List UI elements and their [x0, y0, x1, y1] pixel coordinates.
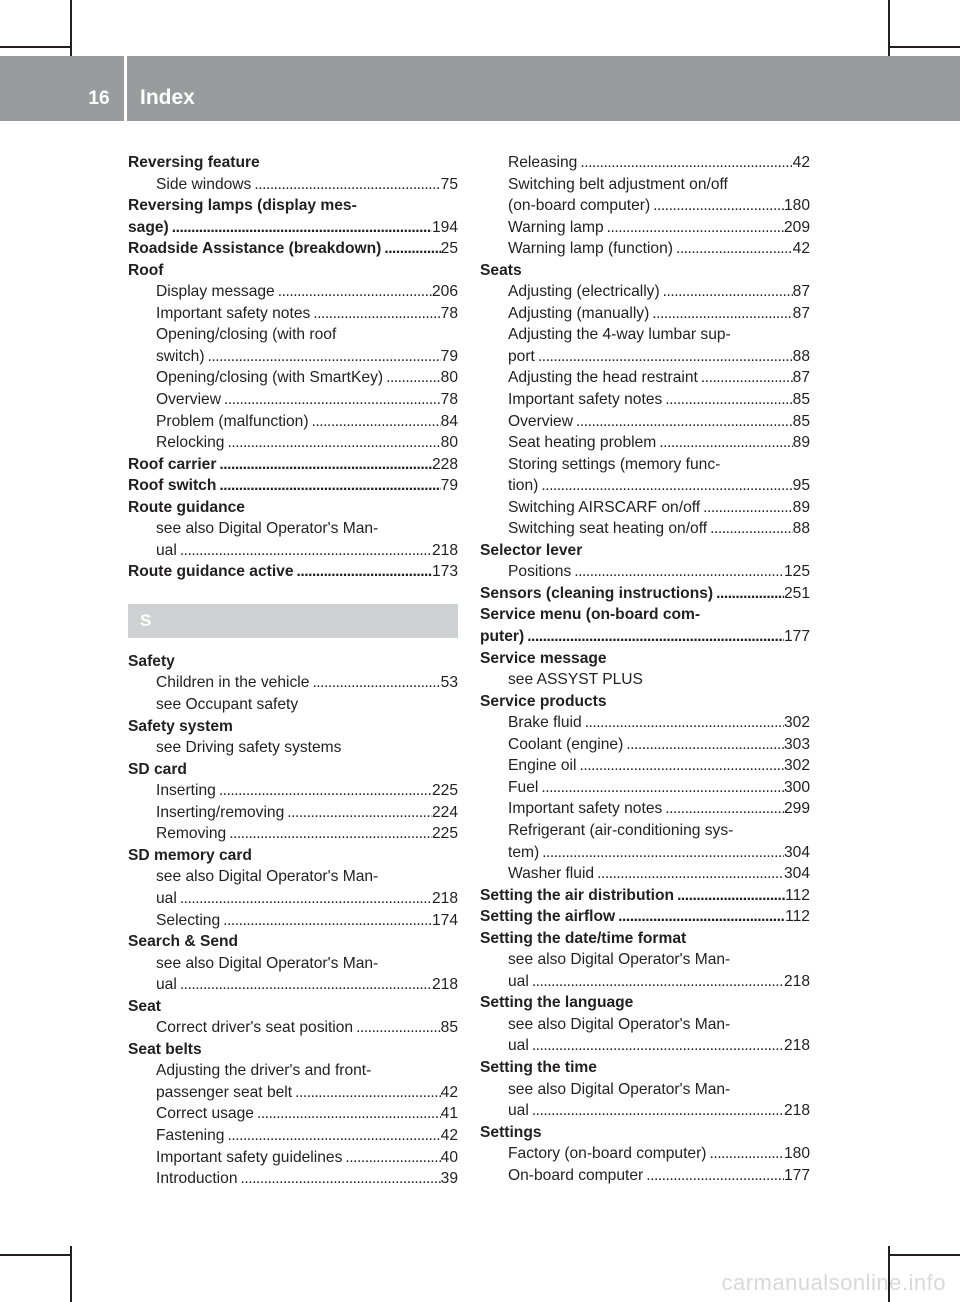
- index-heading[interactable]: [128, 475, 458, 497]
- page-reference[interactable]: 80: [440, 369, 458, 387]
- index-subentry[interactable]: Opening/closing (with roof: [156, 326, 337, 344]
- index-subentry[interactable]: [480, 777, 810, 799]
- page-reference[interactable]: 228: [431, 455, 458, 473]
- page-reference[interactable]: 42: [440, 1083, 458, 1101]
- dot-leader: [292, 1082, 441, 1104]
- page-reference[interactable]: 206: [431, 283, 458, 301]
- entry-label: port: [508, 347, 535, 365]
- entry-label: Overview: [508, 412, 573, 430]
- dot-leader: [309, 672, 440, 694]
- page-reference[interactable]: 304: [783, 843, 810, 861]
- dot-leader: [573, 411, 793, 433]
- index-subentry[interactable]: [480, 389, 810, 411]
- entry-label: Important safety notes: [508, 800, 663, 818]
- index-heading[interactable]: Search & Send: [128, 933, 239, 951]
- index-heading[interactable]: Reversing feature: [128, 154, 260, 171]
- index-subentry[interactable]: [128, 1103, 458, 1125]
- index-subentry[interactable]: [128, 974, 458, 996]
- index-subentry[interactable]: [480, 561, 810, 583]
- dot-leader: [643, 1165, 784, 1187]
- page-reference[interactable]: 95: [792, 477, 810, 495]
- dot-leader: [529, 1035, 784, 1057]
- entry-label: Correct usage: [156, 1105, 254, 1123]
- dot-leader: [713, 583, 784, 605]
- dot-leader: [224, 432, 440, 454]
- dot-leader: [539, 842, 784, 864]
- dot-leader: [524, 626, 784, 648]
- index-subentry[interactable]: [128, 1125, 458, 1147]
- entry-label: Brake fluid: [508, 714, 582, 732]
- entry-label: Positions: [508, 563, 572, 581]
- entry-label: Important safety notes: [508, 391, 663, 409]
- dot-leader: [529, 1100, 784, 1122]
- index-subentry[interactable]: [480, 971, 810, 993]
- page-reference[interactable]: 79: [440, 477, 458, 495]
- page-reference[interactable]: 88: [792, 347, 810, 365]
- dot-leader: [254, 1103, 441, 1125]
- dot-leader: [674, 885, 785, 907]
- entry-label: tion): [508, 477, 539, 495]
- index-subentry[interactable]: [128, 411, 458, 433]
- page-title: Index: [140, 86, 195, 109]
- index-subentry[interactable]: [480, 367, 810, 389]
- index-subentry[interactable]: [480, 1165, 810, 1187]
- dot-leader: [594, 863, 784, 885]
- dot-leader: [284, 802, 432, 824]
- page-reference[interactable]: 79: [440, 347, 458, 365]
- dot-leader: [623, 734, 784, 756]
- index-heading[interactable]: [480, 583, 810, 605]
- dot-leader: [538, 475, 792, 497]
- index-subentry[interactable]: [480, 712, 810, 734]
- index-subentry[interactable]: [480, 411, 810, 433]
- dot-leader: [226, 823, 432, 845]
- dot-leader: [577, 755, 784, 777]
- entry-label: Inserting: [156, 782, 216, 800]
- index-heading[interactable]: Route guidance: [128, 498, 245, 516]
- entry-label: Seat heating problem: [508, 434, 657, 452]
- index-heading[interactable]: SD memory card: [128, 846, 252, 864]
- page-reference[interactable]: 42: [792, 240, 810, 258]
- dot-leader: [660, 281, 793, 303]
- entry-label: Warning lamp (function): [508, 240, 673, 258]
- index-subentry[interactable]: Adjusting the 4-way lumbar sup-: [508, 326, 731, 344]
- index-heading[interactable]: Roof: [128, 261, 164, 279]
- page-reference[interactable]: 112: [785, 886, 810, 904]
- entry-label: Roof switch: [128, 477, 217, 495]
- page-reference[interactable]: 177: [783, 1166, 810, 1184]
- dot-leader: [221, 389, 441, 411]
- index-subentry[interactable]: [480, 195, 810, 217]
- entry-label: Adjusting (electrically): [508, 283, 660, 301]
- page-reference[interactable]: 304: [783, 865, 810, 883]
- entry-label: Sensors (cleaning instructions): [480, 584, 714, 602]
- page-reference[interactable]: 209: [783, 218, 810, 236]
- page-reference[interactable]: 177: [783, 628, 810, 646]
- index-heading[interactable]: Seat belts: [128, 1040, 202, 1058]
- index-subentry[interactable]: see also Digital Operator's Man-: [508, 1080, 731, 1098]
- dot-leader: [310, 303, 440, 325]
- page-reference[interactable]: 25: [440, 240, 458, 258]
- index-heading[interactable]: Seat: [128, 997, 161, 1015]
- page-reference[interactable]: 251: [783, 584, 810, 602]
- page-reference[interactable]: 85: [792, 412, 810, 430]
- index-subentry[interactable]: see also Digital Operator's Man-: [508, 951, 731, 969]
- page-reference[interactable]: 194: [431, 218, 458, 236]
- entry-label: Switching AIRSCARF on/off: [508, 498, 701, 516]
- index-heading[interactable]: [480, 626, 810, 648]
- dot-leader: [698, 367, 793, 389]
- page-reference[interactable]: 218: [431, 889, 458, 907]
- dot-leader: [251, 174, 440, 196]
- index-subentry[interactable]: [480, 755, 810, 777]
- dot-leader: [216, 454, 432, 476]
- crop-mark: [0, 46, 72, 48]
- dot-leader: [662, 389, 792, 411]
- page-reference[interactable]: 224: [431, 803, 458, 821]
- entry-label: ual: [156, 889, 177, 907]
- index-heading[interactable]: Setting the time: [480, 1058, 597, 1076]
- index-heading[interactable]: Seats: [480, 261, 522, 279]
- page-reference[interactable]: 80: [440, 434, 458, 452]
- index-subentry[interactable]: [480, 842, 810, 864]
- section-header: [128, 604, 458, 638]
- index-subentry[interactable]: [128, 1147, 458, 1169]
- page-reference[interactable]: 85: [440, 1019, 458, 1037]
- index-subentry[interactable]: Adjusting the driver's and front-: [156, 1062, 372, 1080]
- page-reference[interactable]: 85: [792, 391, 810, 409]
- page-reference[interactable]: 39: [440, 1170, 458, 1188]
- dot-leader: [177, 974, 432, 996]
- header-separator: [124, 56, 127, 121]
- entry-label: (on-board computer): [508, 197, 651, 215]
- dot-leader: [649, 303, 792, 325]
- index-subentry[interactable]: see also Digital Operator's Man-: [156, 520, 379, 538]
- entry-label: Setting the air distribution: [480, 886, 675, 904]
- index-subentry[interactable]: [480, 152, 810, 174]
- page-reference[interactable]: 300: [783, 778, 810, 796]
- dot-leader: [238, 1168, 441, 1190]
- page-number: 16: [88, 88, 110, 109]
- dot-leader: [169, 217, 432, 239]
- index-subentry[interactable]: [128, 346, 458, 368]
- dot-leader: [673, 238, 793, 260]
- crop-mark: [0, 1254, 72, 1256]
- page-reference[interactable]: 173: [431, 563, 458, 581]
- index-subentry[interactable]: [480, 798, 810, 820]
- page-reference[interactable]: 299: [783, 800, 810, 818]
- dot-leader: [650, 195, 784, 217]
- entry-label: switch): [156, 347, 205, 365]
- index-subentry[interactable]: [480, 518, 810, 540]
- dot-leader: [216, 780, 432, 802]
- index-subentry[interactable]: [128, 281, 458, 303]
- entry-label: sage): [128, 218, 169, 236]
- index-subentry[interactable]: see ASSYST PLUS: [508, 671, 643, 689]
- entry-label: Inserting/removing: [156, 803, 285, 821]
- page-reference[interactable]: 218: [783, 972, 810, 990]
- entry-label: Introduction: [156, 1170, 238, 1188]
- entry-label: Factory (on-board computer): [508, 1145, 707, 1163]
- page-reference[interactable]: 303: [783, 735, 810, 753]
- page-reference[interactable]: 125: [783, 563, 810, 581]
- page-reference[interactable]: 302: [783, 714, 810, 732]
- entry-label: passenger seat belt: [156, 1083, 293, 1101]
- page-reference[interactable]: 225: [431, 825, 458, 843]
- entry-label: Selecting: [156, 911, 221, 929]
- page-reference[interactable]: 40: [440, 1148, 458, 1166]
- index-subentry[interactable]: see also Digital Operator's Man-: [156, 954, 379, 972]
- dot-leader: [571, 561, 784, 583]
- page-reference[interactable]: 218: [431, 541, 458, 559]
- dot-leader: [656, 432, 792, 454]
- dot-leader: [177, 888, 432, 910]
- index-subentry[interactable]: [128, 389, 458, 411]
- index-subentry[interactable]: [128, 1082, 458, 1104]
- page-reference[interactable]: 87: [792, 304, 810, 322]
- dot-leader: [706, 1143, 784, 1165]
- entry-label: Fuel: [508, 778, 539, 796]
- entry-label: Relocking: [156, 434, 225, 452]
- index-subentry[interactable]: [128, 910, 458, 932]
- page-reference[interactable]: 174: [431, 911, 458, 929]
- index-heading[interactable]: Service menu (on-board com-: [480, 606, 701, 624]
- page-reference[interactable]: 180: [783, 197, 810, 215]
- index-subentry[interactable]: [128, 1168, 458, 1190]
- index-subentry[interactable]: [480, 863, 810, 885]
- dot-leader: [604, 217, 784, 239]
- entry-label: ual: [156, 541, 177, 559]
- crop-mark: [888, 46, 960, 48]
- entry-label: Warning lamp: [508, 218, 604, 236]
- dot-leader: [294, 561, 432, 583]
- dot-leader: [220, 910, 432, 932]
- entry-label: tem): [508, 843, 540, 861]
- page-reference[interactable]: 78: [440, 304, 458, 322]
- entry-label: puter): [480, 628, 525, 646]
- entry-label: Removing: [156, 825, 227, 843]
- index-subentry[interactable]: Storing settings (memory func-: [508, 455, 721, 473]
- entry-label: Overview: [156, 391, 221, 409]
- dot-leader: [662, 798, 784, 820]
- index-subentry[interactable]: [128, 802, 458, 824]
- index-heading[interactable]: [128, 238, 458, 260]
- page-reference[interactable]: 302: [783, 757, 810, 775]
- entry-label: Adjusting the head restraint: [508, 369, 698, 387]
- entry-label: Children in the vehicle: [156, 674, 310, 692]
- index-heading[interactable]: Service products: [480, 692, 607, 710]
- index-group-s-continued: [480, 152, 810, 1186]
- index-subentry[interactable]: see Occupant safety: [156, 696, 299, 714]
- dot-leader: [177, 540, 432, 562]
- index-column-left: [128, 152, 458, 1190]
- index-subentry[interactable]: [128, 672, 458, 694]
- entry-label: Correct driver's seat position: [156, 1019, 354, 1037]
- dot-leader: [577, 152, 792, 174]
- index-subentry[interactable]: Refrigerant (air-conditioning sys-: [508, 821, 734, 839]
- entry-label: Side windows: [156, 175, 252, 193]
- dot-leader: [275, 281, 432, 303]
- page-reference[interactable]: 41: [440, 1105, 458, 1123]
- entry-label: Engine oil: [508, 757, 577, 775]
- entry-label: On-board computer: [508, 1166, 644, 1184]
- dot-leader: [205, 346, 441, 368]
- index-subentry[interactable]: [480, 1035, 810, 1057]
- dot-leader: [353, 1017, 441, 1039]
- index-subentry[interactable]: [480, 346, 810, 368]
- index-subentry[interactable]: [480, 475, 810, 497]
- index-subentry[interactable]: [480, 432, 810, 454]
- index-heading[interactable]: Service message: [480, 649, 607, 667]
- dot-leader: [538, 777, 784, 799]
- dot-leader: [707, 518, 793, 540]
- index-subentry[interactable]: [480, 303, 810, 325]
- page-reference[interactable]: 89: [792, 434, 810, 452]
- index-subentry[interactable]: [128, 303, 458, 325]
- page-reference[interactable]: 89: [792, 498, 810, 516]
- dot-leader: [216, 475, 440, 497]
- entry-label: Roadside Assistance (breakdown): [128, 240, 382, 258]
- index-heading[interactable]: Selector lever: [480, 541, 583, 559]
- index-subentry[interactable]: [128, 888, 458, 910]
- entry-label: Problem (malfunction): [156, 412, 309, 430]
- page-reference[interactable]: 88: [792, 520, 810, 538]
- page-reference[interactable]: 75: [440, 175, 458, 193]
- page-reference[interactable]: 218: [783, 1037, 810, 1055]
- page-reference[interactable]: 53: [440, 674, 458, 692]
- page-reference[interactable]: 112: [785, 908, 810, 926]
- index-subentry[interactable]: [128, 1017, 458, 1039]
- index-subentry[interactable]: [128, 780, 458, 802]
- dot-leader: [342, 1147, 440, 1169]
- dot-leader: [309, 411, 441, 433]
- index-heading[interactable]: Setting the language: [480, 994, 634, 1012]
- index-heading[interactable]: [480, 885, 810, 907]
- index-subentry[interactable]: [480, 217, 810, 239]
- index-heading[interactable]: [128, 454, 458, 476]
- entry-label: Adjusting (manually): [508, 304, 650, 322]
- index-subentry[interactable]: [128, 367, 458, 389]
- index-group-s: [128, 651, 458, 1190]
- index-heading[interactable]: Settings: [480, 1123, 542, 1141]
- index-heading[interactable]: SD card: [128, 760, 187, 778]
- entry-label: Display message: [156, 283, 275, 301]
- page-reference[interactable]: 218: [431, 976, 458, 994]
- index-subentry[interactable]: Switching belt adjustment on/off: [508, 175, 728, 193]
- index-subentry[interactable]: see also Digital Operator's Man-: [156, 868, 379, 886]
- page-reference[interactable]: 84: [440, 412, 458, 430]
- entry-label: ual: [508, 1102, 529, 1120]
- dot-leader: [582, 712, 784, 734]
- page-reference[interactable]: 78: [440, 391, 458, 409]
- entry-label: Important safety guidelines: [156, 1148, 343, 1166]
- index-heading[interactable]: [128, 561, 458, 583]
- entry-label: ual: [156, 976, 177, 994]
- index-heading[interactable]: Reversing lamps (display mes-: [128, 197, 357, 215]
- dot-leader: [381, 238, 440, 260]
- dot-leader: [535, 346, 793, 368]
- index-subentry[interactable]: [128, 823, 458, 845]
- index-subentry[interactable]: [480, 238, 810, 260]
- index-column-right: [480, 152, 810, 1186]
- dot-leader: [224, 1125, 440, 1147]
- page-reference[interactable]: 218: [783, 1102, 810, 1120]
- index-heading[interactable]: Safety: [128, 652, 175, 670]
- entry-label: ual: [508, 1037, 529, 1055]
- page-reference[interactable]: 180: [783, 1145, 810, 1163]
- entry-label: Coolant (engine): [508, 735, 624, 753]
- entry-label: Roof carrier: [128, 455, 217, 473]
- index-heading[interactable]: Setting the date/time format: [480, 929, 687, 947]
- index-subentry[interactable]: [480, 497, 810, 519]
- page-reference[interactable]: 42: [792, 154, 810, 171]
- index-heading[interactable]: [128, 217, 458, 239]
- entry-label: Setting the airflow: [480, 908, 616, 926]
- crop-mark: [888, 1254, 960, 1256]
- index-subentry[interactable]: [128, 174, 458, 196]
- entry-label: Fastening: [156, 1126, 225, 1144]
- index-subentry[interactable]: see also Digital Operator's Man-: [508, 1015, 731, 1033]
- index-heading[interactable]: [480, 906, 810, 928]
- dot-leader: [529, 971, 784, 993]
- dot-leader: [615, 906, 785, 928]
- index-subentry[interactable]: [480, 734, 810, 756]
- entry-label: Route guidance active: [128, 563, 294, 581]
- index-subentry[interactable]: [480, 281, 810, 303]
- page-reference[interactable]: 42: [440, 1126, 458, 1144]
- page-reference[interactable]: 225: [431, 782, 458, 800]
- index-heading[interactable]: Safety system: [128, 717, 233, 735]
- index-subentry[interactable]: [480, 1143, 810, 1165]
- entry-label: Releasing: [508, 154, 578, 171]
- dot-leader: [700, 497, 793, 519]
- page-reference[interactable]: 87: [792, 283, 810, 301]
- section-letter: S: [140, 610, 152, 630]
- entry-label: Important safety notes: [156, 304, 311, 322]
- index-subentry[interactable]: [128, 540, 458, 562]
- index-subentry[interactable]: [480, 1100, 810, 1122]
- entry-label: Opening/closing (with SmartKey): [156, 369, 384, 387]
- index-group-r: [128, 152, 458, 583]
- watermark: carmanualsonline.info: [721, 1270, 946, 1295]
- index-subentry[interactable]: [128, 432, 458, 454]
- entry-label: ual: [508, 972, 529, 990]
- entry-label: Washer fluid: [508, 865, 595, 883]
- entry-label: Switching seat heating on/off: [508, 520, 708, 538]
- index-subentry[interactable]: see Driving safety systems: [156, 739, 342, 757]
- page-reference[interactable]: 87: [792, 369, 810, 387]
- dot-leader: [383, 367, 441, 389]
